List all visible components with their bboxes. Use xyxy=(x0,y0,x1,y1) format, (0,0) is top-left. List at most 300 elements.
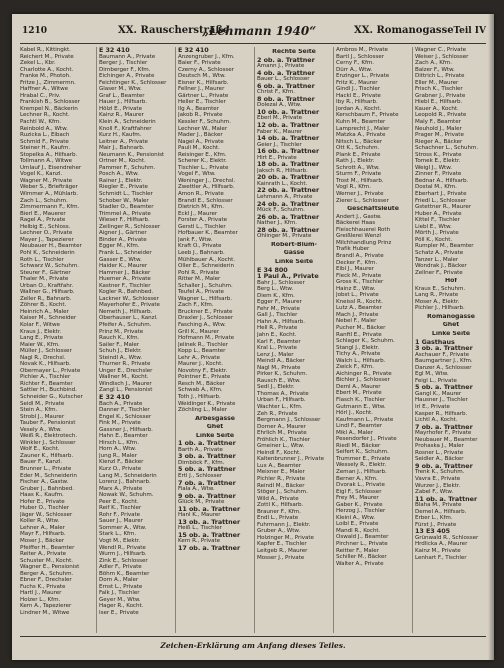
column-divider xyxy=(175,47,176,633)
directory-entry: 26 ob. a. Trattner xyxy=(257,213,320,221)
directory-entry: Franke M., Photoh. xyxy=(20,73,71,80)
directory-entry: Brauner F., Kfm. xyxy=(257,508,301,515)
directory-entry: Lorenz J., Bahnarb. xyxy=(99,479,151,486)
directory-entry: Schaller J., Schuhm. xyxy=(178,282,233,289)
directory-entry: Pohl K., Schneiderin xyxy=(20,249,75,256)
directory-entry: Kienzl F., Bäcker xyxy=(99,459,144,466)
directory-entry: Thaler M., Private xyxy=(20,276,69,283)
directory-entry: Kurz O., Private xyxy=(99,466,142,472)
directory-entry: E 32 410 xyxy=(99,47,130,54)
directory-entry: Zellner F., Private xyxy=(415,269,463,276)
directory-entry: Posch A., Wtw. xyxy=(99,171,139,178)
directory-entry: Wolf E., Kocht. xyxy=(20,446,60,453)
directory-entry: Glaser M., Wtw. xyxy=(99,86,142,93)
directory-entry: Egger F., Maurer xyxy=(257,299,302,306)
directory-entry: Wessely R., Elektr. xyxy=(336,462,387,469)
directory-entry: Lindner M., Witwe xyxy=(20,610,70,617)
directory-entry: Kerschbaum F., Private xyxy=(336,112,399,119)
directory-entry: Prohaska J., Maler xyxy=(415,443,464,450)
directory-entry: Dolezal A., Wtw. xyxy=(257,102,302,109)
directory-entry: Ritter M., Maler xyxy=(178,276,221,283)
directory-entry: Berg L., Wtw. xyxy=(257,286,294,293)
directory-entry: Schmid F., Private xyxy=(20,138,69,145)
section-heading: Gasse xyxy=(283,250,305,257)
directory-entry: Vavra E., Private xyxy=(415,476,461,482)
directory-entry: Holzinger M., Private xyxy=(257,534,314,541)
section-heading: Geschäftsleute xyxy=(347,206,399,213)
directory-entry: Schuster M., Kocht. xyxy=(20,557,73,564)
directory-entry: Gindl J., Tischler xyxy=(336,86,381,93)
directory-entry: 20 ob. a. Trattner xyxy=(257,174,320,181)
directory-entry: Andert J., Gastw. xyxy=(336,213,382,220)
directory-entry: E 34 800 xyxy=(257,266,288,274)
directory-entry: Gruber A., Wtw. xyxy=(257,528,301,535)
directory-entry: Neubauer M., Beamter xyxy=(415,436,478,443)
directory-entry: Grünwald R., Schlosser xyxy=(415,534,479,541)
directory-entry: Feigl L., Private xyxy=(415,377,457,384)
directory-entry: Draxler J., Schlosser xyxy=(178,315,234,322)
directory-entry: 13 ob. a. Trattner xyxy=(178,518,241,526)
directory-entry: 5 ob. a. Trattner xyxy=(415,384,473,391)
directory-entry: Leeb J., Bahnarb. xyxy=(178,249,225,256)
directory-entry: Wondrak J., Bäcker xyxy=(415,263,467,270)
directory-entry: Kainz M., Private xyxy=(415,548,461,555)
directory-entry: Berger A., Schuhm. xyxy=(20,570,74,577)
directory-entry: Leitner A., Private xyxy=(99,138,148,145)
directory-entry: Pucher M., Bäcker xyxy=(336,324,386,331)
directory-entry: Wagner M., Private xyxy=(20,177,72,184)
directory-entry: Rohr F., Private xyxy=(99,511,141,518)
directory-entry: Maurer J., Kocht. xyxy=(178,361,224,368)
directory-entry: Prager M., Private xyxy=(415,132,464,139)
directory-entry: Mader J., Bäcker xyxy=(178,132,223,139)
directory-entry: Diem K., Kfm. xyxy=(257,292,295,299)
directory-entry: Unger E., Drechsler xyxy=(99,367,153,374)
directory-entry: Fuchs K., Private xyxy=(20,583,66,590)
directory-entry: Ambros M., Private xyxy=(336,47,388,53)
directory-entry: Gaber K., Private xyxy=(336,501,383,508)
directory-entry: Jordan A., Kocht. xyxy=(336,105,382,112)
directory-entry: Danner F., Tischler xyxy=(99,407,150,414)
directory-entry: Novotny F., Elektr. xyxy=(178,367,228,374)
directory-entry: Hager R., Kocht. xyxy=(99,603,144,610)
directory-entry: Amon R., Private xyxy=(178,191,224,198)
directory-entry: Trenk K., Schuhm. xyxy=(415,469,465,476)
directory-entry: Weidinger K., Private xyxy=(178,400,236,407)
directory-entry: 4 ob. a. Trattner xyxy=(257,69,315,77)
directory-entry: Trafik Huber xyxy=(336,246,370,253)
directory-entry: Aigner J., Gärtner xyxy=(99,230,147,237)
directory-entry: Gangl K., Maurer xyxy=(415,390,462,397)
directory-entry: Zottl K., Hilfsarb. xyxy=(257,502,304,509)
directory-entry: Heinrich A., Maler xyxy=(20,308,69,315)
directory-entry: Öller E., Schneiderin xyxy=(178,263,234,270)
directory-entry: Oswald J., Beamter xyxy=(336,534,389,541)
directory-entry: Kaltenbrunner J., Private xyxy=(257,456,324,463)
directory-entry: Holzer L., Kfm. xyxy=(20,596,61,603)
directory-entry: Rausch E., Wtw. xyxy=(257,377,301,384)
directory-entry: Schatz A., Private xyxy=(415,249,464,256)
section-heading: Robert-Blum- xyxy=(271,241,317,248)
directory-entry: Dittrich L., Private xyxy=(415,73,465,80)
directory-entry: Ott K., Schuhm. xyxy=(336,145,380,152)
directory-entry: Lang M., Schneiderin xyxy=(99,472,157,479)
directory-entry: Bahr J., Schlosser xyxy=(257,279,305,286)
directory-entry: Czerny A., Schlosser xyxy=(178,66,234,73)
directory-entry: Hrabal C., Priv. xyxy=(20,92,61,99)
directory-entry: Wagner L., Hilfsarb. xyxy=(178,295,232,302)
directory-entry: Sauer J., Maurer xyxy=(99,518,143,525)
left-street-heading: XX. Rauscherstraße xyxy=(118,25,230,36)
directory-entry: Bierl E., Mauerer xyxy=(20,210,66,217)
directory-entry: Eberhart J., Private xyxy=(415,191,467,198)
directory-entry: Knoll F., Kraftfahrer xyxy=(99,125,152,132)
section-heading: Arbesgasse xyxy=(195,415,235,422)
directory-entry: Hartl J., Maurer xyxy=(20,590,62,597)
directory-entry: Hackl E., Private xyxy=(336,92,381,99)
directory-entry: Urban O., Kraftfahr. xyxy=(20,282,74,289)
directory-entry: 5 ob. a. Trattner xyxy=(178,466,236,473)
directory-entry: Leopold R., Private xyxy=(415,112,467,119)
directory-entry: Berner A., Kfm. xyxy=(336,475,378,482)
directory-entry: Fischer A., Gastw. xyxy=(20,479,69,486)
directory-entry: Dostal M., Kfm. xyxy=(415,184,457,191)
directory-entry: Rath J., Elektr. xyxy=(336,158,375,165)
directory-entry: 12 ob. a. Trattner xyxy=(257,122,320,129)
directory-entry: 7 ob. a. Trattner xyxy=(415,423,473,431)
directory-entry: Kauer A., Kocht. xyxy=(415,105,459,112)
section-heading: Linke Seite xyxy=(195,432,235,439)
directory-entry: Trummer E., Private xyxy=(336,455,391,462)
directory-entry: Kneissl R., Kocht. xyxy=(336,298,383,305)
directory-entry: Pointner E., Private xyxy=(178,374,231,381)
directory-entry: Lechner O., Private xyxy=(20,230,73,237)
directory-entry: Bäckerei Haas xyxy=(336,220,376,227)
directory-entry: Fasching A., Wtw. xyxy=(178,321,226,328)
directory-entry: Tichy A., Private xyxy=(336,351,381,358)
directory-entry: Nagl M., Private xyxy=(257,364,301,371)
right-street-heading: XX. Romanogasse xyxy=(354,25,454,36)
directory-entry: Nebel F., Maler xyxy=(336,318,377,325)
directory-entry: Schuh J., Elektr. xyxy=(99,348,142,355)
directory-entry: Zeh R., Private xyxy=(257,410,298,417)
directory-entry: Vogel K., Kanzl. xyxy=(20,171,63,178)
directory-entry: Fleischhauerei Roth xyxy=(336,226,391,233)
directory-entry: Jung R., Maler xyxy=(99,452,137,459)
directory-entry: 11 ob. a. Trattner xyxy=(415,495,478,503)
directory-entry: Nemeth J., Hilfsarb. xyxy=(99,308,153,315)
directory-entry: Gruber J., Bahnbed. xyxy=(20,485,74,492)
directory-entry: Dirnböck F., Kfm. xyxy=(178,459,225,466)
directory-entry: Weigl J., Wtw. xyxy=(415,164,452,171)
directory-entry: Heiß L., Tischler xyxy=(178,525,222,532)
directory-entry: Pachtl W., Kfm. xyxy=(20,119,62,126)
directory-entry: Plank E., Private xyxy=(336,151,381,158)
directory-entry: Richter F., Beamter xyxy=(20,380,73,387)
directory-entry: Hofmann M., Private xyxy=(178,335,235,342)
directory-entry: Engel K., Schlosser xyxy=(99,413,152,420)
directory-entry: Resch M., Bäcker xyxy=(178,380,225,387)
directory-entry: Barth A., Private xyxy=(178,446,223,453)
directory-entry: Berger J., Tischler xyxy=(99,60,148,67)
directory-entry: Krempel N., Bäckerin xyxy=(20,105,78,112)
directory-entry: Lechner R., Kocht. xyxy=(20,112,70,119)
directory-entry: Adler F., Private xyxy=(99,564,142,571)
directory-entry: Heller E., Tischler xyxy=(178,99,226,106)
directory-entry: 2 ob. a. Trattner xyxy=(257,56,315,64)
directory-entry: Forster A., Private xyxy=(178,217,227,224)
directory-entry: Rosner L., Private xyxy=(415,449,464,456)
directory-entry: Irl E., Private xyxy=(415,403,450,410)
directory-entry: Liebl E., Wtw. xyxy=(415,223,452,230)
directory-entry: Zinner F., Private xyxy=(415,171,462,178)
directory-entry: Ernst L., Private xyxy=(99,583,143,590)
directory-entry: Koller R., Wtw. xyxy=(20,518,60,525)
directory-entry: Reitter F., Maler xyxy=(336,547,379,554)
directory-entry: Eigl F., Schlosser xyxy=(336,488,382,495)
directory-entry: Mandl R., Kocht. xyxy=(336,527,381,534)
directory-entry: Fürst J., Private xyxy=(415,521,457,528)
directory-entry: Egl M., Wtw. xyxy=(415,371,449,378)
directory-entry: Öhlinger M., Private xyxy=(257,233,312,240)
directory-entry: Maier W., Kfm. xyxy=(20,341,60,348)
directory-entry: Bruckner E., Private xyxy=(178,308,233,315)
directory-entry: Steurer F., Gärtner xyxy=(20,269,71,276)
directory-entry: Demel A., Hilfsarb. xyxy=(415,508,467,515)
directory-entry: Weiß R., Elektrotech. xyxy=(20,433,78,440)
directory-entry: Stadler O., Beamter xyxy=(99,204,154,211)
directory-entry: Pfeifer A., Schuhm. xyxy=(99,321,152,328)
directory-entry: Kraft O., Private xyxy=(178,243,222,250)
directory-entry: Thurner R., Private xyxy=(99,361,151,368)
directory-entry: Vogt M., Elektr. xyxy=(99,538,141,545)
directory-entry: Kraus E., Schuhm. xyxy=(415,285,466,292)
directory-entry: Milchhandlung Prinz xyxy=(336,239,392,246)
directory-entry: Lehner A., Maler xyxy=(20,524,65,531)
directory-entry: Brandl E., Schlosser xyxy=(178,197,233,204)
directory-entry: 10 ob. a. Trattner xyxy=(257,108,320,116)
column-divider xyxy=(333,47,334,633)
directory-entry: Greißlerei Wenzl xyxy=(336,233,381,240)
directory-entry: Zauner K., Hilfsarb. xyxy=(20,452,74,459)
directory-entry: Steindl A., Wtw. xyxy=(99,354,142,361)
directory-entry: Charlotte A., Kocht. xyxy=(20,66,74,73)
directory-entry: Kastner F., Tischler xyxy=(99,282,151,289)
directory-entry: Nagel A., Private xyxy=(178,138,224,145)
directory-entry: Haider K., Maurer xyxy=(99,263,148,270)
directory-entry: Glück M., Private xyxy=(178,499,225,506)
directory-entry: Stross K., Private xyxy=(415,151,462,158)
page-number: 1210 xyxy=(22,26,48,36)
directory-entry: Marx A., Private xyxy=(99,485,143,492)
directory-entry: Vogel F., Wtw. xyxy=(178,171,216,178)
directory-entry: 17 ob. a. Trattner xyxy=(178,545,241,552)
directory-entry: Sattler H., Buchbind. xyxy=(20,387,77,394)
directory-entry: Zangl L., Pensionist xyxy=(99,387,153,394)
directory-entry: Kessler F., Schuhm. xyxy=(178,119,231,126)
directory-entry: Endl L., Private xyxy=(257,515,299,522)
directory-entry: Bartl J., Schlosser xyxy=(336,53,384,60)
directory-entry: Wallner M., Kocht. xyxy=(99,374,149,381)
directory-entry: Jank F., Wtw. xyxy=(178,236,213,243)
directory-entry: Lichtl A., Kocht. xyxy=(415,417,458,424)
directory-entry: Prinz M., Private xyxy=(99,328,144,335)
directory-entry: Roth L., Tischler xyxy=(20,256,64,263)
directory-entry: Eckl J., Maurer xyxy=(178,210,218,217)
directory-entry: 18 ob. a. Trattner xyxy=(257,161,320,168)
directory-column-1 xyxy=(20,47,94,633)
directory-entry: Herzog J., Tischler xyxy=(336,508,386,515)
directory-entry: 6 ob. a. Trattner xyxy=(257,82,315,90)
directory-entry: Kogler R., Bahnbed. xyxy=(99,289,154,296)
directory-entry: Hell R., Private xyxy=(257,325,298,332)
directory-entry: Lenz J., Maler xyxy=(257,351,294,358)
directory-entry: 1 Paul A., Private xyxy=(257,273,319,280)
directory-entry: 16 ob. a. Trattner xyxy=(257,148,320,155)
section-heading: Linke Seite xyxy=(274,258,314,265)
directory-entry: Bauer F., Kanzl. xyxy=(20,459,62,466)
directory-entry: Helbig E., Schloss. xyxy=(20,223,71,230)
directory-entry: Nather J., Kfm. xyxy=(257,220,297,227)
directory-entry: Baier F., Private xyxy=(178,60,221,67)
directory-entry: 1 Gasthaus xyxy=(415,338,455,346)
directory-entry: Kraus J., Elektr. xyxy=(20,328,62,335)
directory-entry: Lang R., Private xyxy=(415,292,459,299)
directory-entry: Pohl R., Private xyxy=(178,269,220,276)
directory-entry: Jakob R., Private xyxy=(178,112,223,119)
directory-entry: Dvorak L., Private xyxy=(336,482,385,489)
directory-entry: Mayer J., Tapezierer xyxy=(20,236,74,243)
directory-entry: Zwick F., Kfm. xyxy=(336,364,374,371)
directory-entry: Blaha M., Private xyxy=(415,502,462,509)
directory-entry: Brandl A., Private xyxy=(336,252,384,259)
directory-entry: Jahn E., Kocht. xyxy=(257,331,297,338)
directory-entry: Grill K., Maurer xyxy=(178,328,219,335)
directory-entry: Kainz R., Maurer xyxy=(99,112,144,119)
directory-entry: Zach L., Schuhm. xyxy=(20,197,68,204)
directory-entry: Hölzl E., Private xyxy=(99,105,142,112)
directory-entry: Pirchner L., Private xyxy=(336,541,388,548)
directory-entry: Erber L., Kfm. xyxy=(415,515,453,522)
directory-entry: Mück F., Schuhm. xyxy=(257,207,305,214)
directory-entry: Zeman J., Hilfsarb. xyxy=(336,469,387,475)
directory-entry: Reisinger E., Kfm. xyxy=(178,151,227,158)
directory-entry: Pesendorfer J., Private xyxy=(336,436,397,443)
directory-entry: 3 ob. a. Trattner xyxy=(415,345,473,352)
directory-entry: Gall J., Tischler xyxy=(257,312,298,319)
directory-entry: Meindl A., Bäcker xyxy=(257,358,305,365)
directory-entry: Lang E., Private xyxy=(20,335,63,342)
directory-entry: Strobl J., Maurer xyxy=(20,413,65,420)
directory-entry: Urban F., Hilfsarb. xyxy=(257,397,306,404)
directory-entry: Bichler J., Schlosser xyxy=(336,377,390,384)
directory-entry: Steiner H., Kaufm. xyxy=(20,145,71,152)
directory-entry: Kral L., Private xyxy=(257,345,297,352)
directory-entry: Deml A., Maurer xyxy=(336,383,381,390)
directory-entry: Gärtner L., Private xyxy=(178,92,229,99)
directory-entry: Vesely A., Wtw. xyxy=(20,426,62,433)
directory-entry: Teufel A., Private xyxy=(178,289,224,296)
directory-entry: Aschauer F., Private xyxy=(415,351,470,358)
directory-entry: Schrott A., Wtw. xyxy=(336,164,380,171)
directory-entry: Frank L., Schneider xyxy=(99,249,152,256)
directory-entry: Pichler R., Private xyxy=(257,476,306,482)
directory-entry: Feichtinger K., Schlosser xyxy=(99,79,167,86)
directory-entry: Vogl R., Kfm. xyxy=(336,184,371,191)
directory-entry: Hirsch L., Kfm. xyxy=(99,439,139,446)
directory-entry: Eberl M., Private xyxy=(257,115,302,122)
directory-entry: Gerstl L., Tischler xyxy=(178,223,226,230)
directory-entry: 9 ob. a. Trattner xyxy=(178,492,236,500)
directory-entry: Frankish B., Schlosser xyxy=(20,99,80,106)
directory-entry: Hahn A., Hilfsarb. xyxy=(257,318,305,325)
footer-rule xyxy=(20,636,486,637)
directory-entry: Mair J., Bahnarb. xyxy=(99,145,145,152)
directory-entry: Hiebl E., Hilfsarb. xyxy=(415,99,463,106)
section-heading: Ghet xyxy=(206,424,224,431)
directory-entry: Tollmann A., Witwe xyxy=(20,158,73,165)
directory-entry: Kuhn M., Beamter xyxy=(336,119,386,126)
directory-entry: Lehmann A., Private xyxy=(257,194,313,201)
directory-entry: Walch L., Hilfsarb. xyxy=(336,357,386,364)
directory-entry: Pammer F., Schuhm. xyxy=(99,164,156,171)
directory-entry: Wallner G., Hilfsarb. xyxy=(20,289,75,296)
directory-entry: Flasch K., Tischler xyxy=(336,396,386,403)
page-header xyxy=(22,24,486,40)
directory-entry: Fehr M., Private xyxy=(257,305,300,312)
directory-entry: Falk J., Tischler xyxy=(99,590,140,597)
directory-entry: Iby R., Hilfsarb. xyxy=(336,99,378,106)
directory-entry: Pöll K., Kocht. xyxy=(415,236,453,243)
directory-entry: 1 ob. a. Trattner xyxy=(178,440,236,447)
directory-entry: Dietrich M., Kfm. xyxy=(178,204,224,211)
directory-entry: Pichler J., Hilfsarb. xyxy=(415,305,465,312)
directory-entry: 3 ob. a. Trattner xyxy=(178,453,236,460)
directory-entry: Zach A., Kfm. xyxy=(415,60,452,67)
directory-entry: Lehr A., Private xyxy=(178,354,220,361)
directory-entry: Kern R., Private xyxy=(178,538,221,545)
directory-entry: Schlager K., Schuhm. xyxy=(336,338,395,345)
directory-entry: 13 E3 405 xyxy=(415,528,451,535)
directory-entry: Kern A., Tapezierer xyxy=(20,603,72,610)
directory-entry: Lux A., Beamter xyxy=(257,462,302,469)
directory-entry: Böhm K., Beamter xyxy=(99,570,150,577)
directory-entry: Stark L., Kfm. xyxy=(99,531,137,538)
directory-entry: 8 ob. a. Trattner xyxy=(257,95,315,103)
directory-entry: Geyer M., Wtw. xyxy=(99,596,141,603)
directory-entry: Tanzer L., Maler xyxy=(415,256,459,263)
directory-entry: Nagl R., Drechsl. xyxy=(20,354,66,361)
directory-entry: Fritz K., Maurer xyxy=(336,79,378,86)
column-divider xyxy=(412,47,413,633)
directory-entry: Huber O., Tischler xyxy=(20,505,70,512)
directory-entry: Amann J., Private xyxy=(257,63,305,70)
part-label: Teil IV xyxy=(453,26,486,36)
directory-entry: Müller J., Schlosser xyxy=(20,348,72,355)
directory-entry: Wurzer J., Elektr. xyxy=(415,482,461,489)
directory-entry: Ertl J., Schlosser xyxy=(178,473,223,479)
directory-entry: Weber S., Briefträger xyxy=(20,184,78,191)
directory-column-6 xyxy=(415,47,487,633)
directory-entry: Hammer J., Bäcker xyxy=(99,269,151,276)
directory-entry: Dirnberger F., Kfm. xyxy=(99,66,151,73)
directory-entry: Bednar A., Hilfsarb. xyxy=(415,177,469,184)
directory-entry: E 32 410 xyxy=(99,393,130,401)
directory-entry: Fröhlich K., Tischler xyxy=(257,436,311,443)
directory-entry: Baumgartner J., Kfm. xyxy=(415,358,473,365)
directory-entry: Danzer A., Schlosser xyxy=(415,364,472,371)
directory-entry: Jäger W., Schlosser xyxy=(20,511,73,518)
